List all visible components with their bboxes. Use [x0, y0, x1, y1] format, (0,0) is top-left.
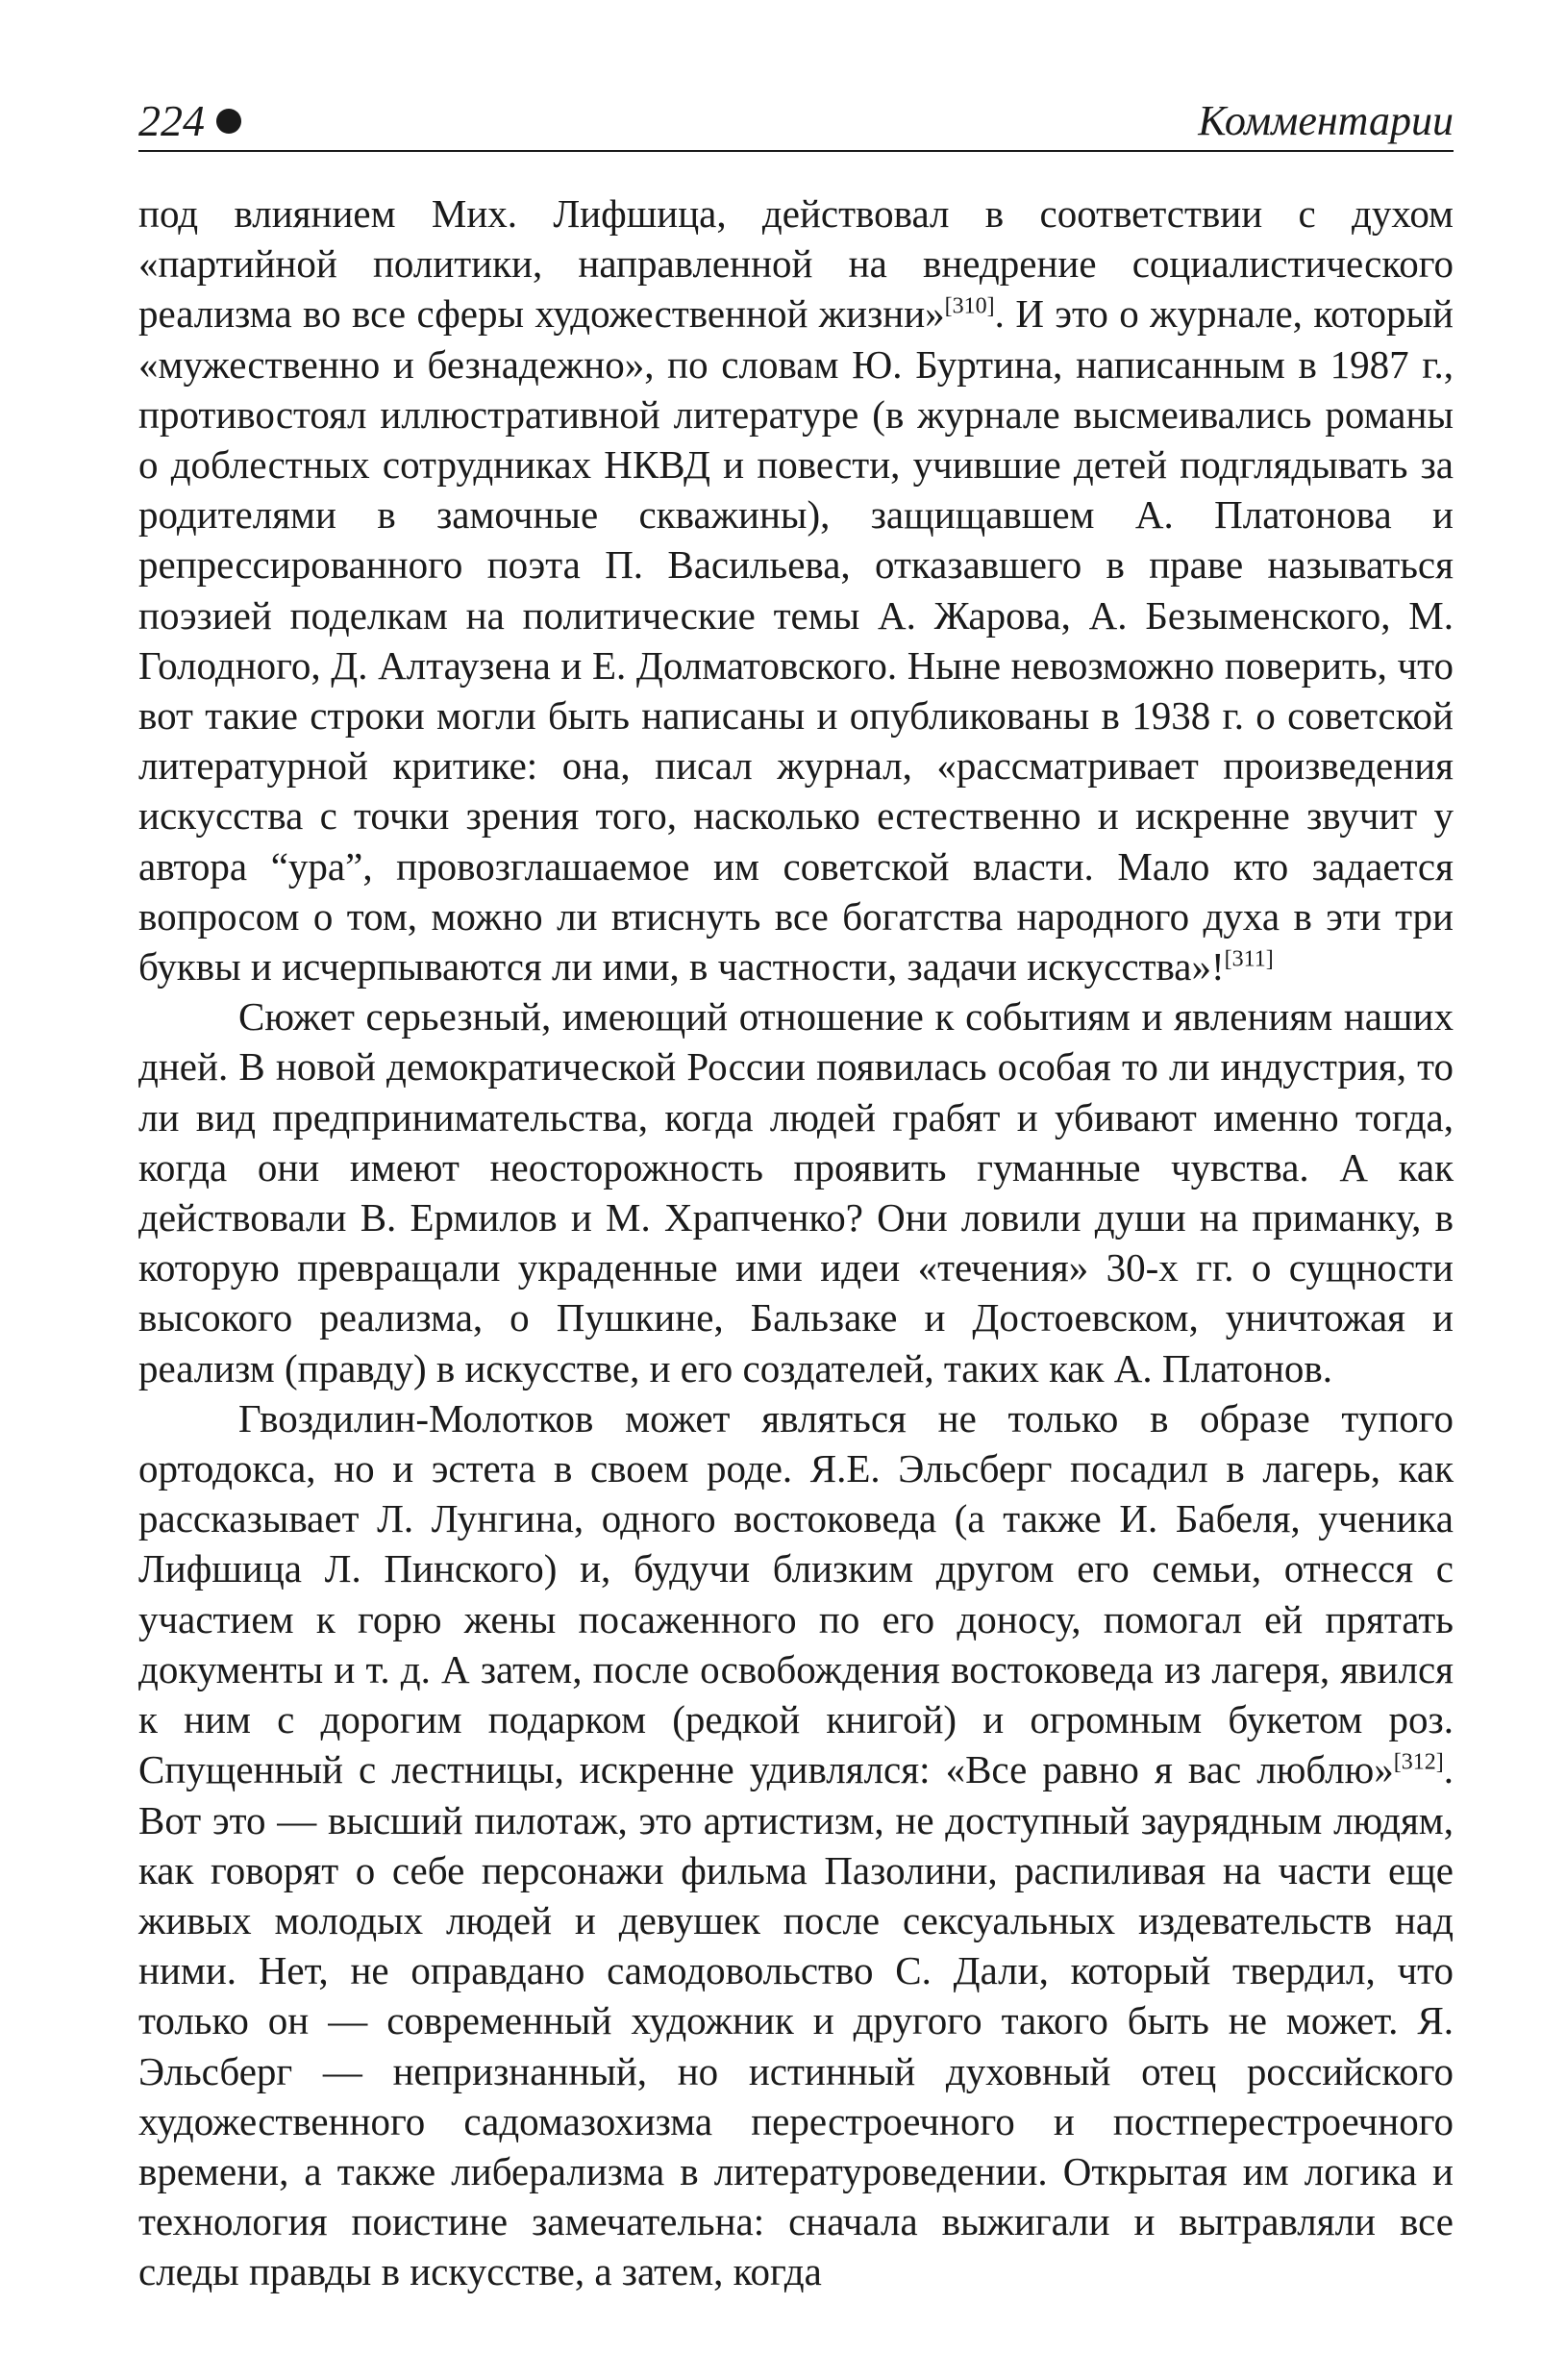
- page-number-text: 224: [138, 96, 205, 145]
- text-segment: . Вот это — высший пилотаж, это артистизм, не доступный заурядным людям, как говорят о себе персонажи фильма Пазолини, распиливая на части еще живых молодых людей и девушек после сексуальных издевательств над ними. Нет, не оправдано самодовольство С. Дали, который твердил, что только он — современный художник и другого такого быть не может. Я. Эльсберг — непризнанный, но истинный духовный отец российского художественного садомазохизма перестроечного и постперестроечного времени, а также либерализма в литературоведении. Открытая им логика и технология поистине замечательна: сначала выжигали и вытравляли все следы правды в искусстве, а затем, когда: [138, 1747, 1454, 2294]
- paragraph-1: [138, 188, 1454, 991]
- page-header: [138, 96, 1454, 152]
- text-segment: Гвоздилин-Молотков может являться не только в образе тупого ортодокса, но и эстета в своем роде. Я.Е. Эльсберг посадил в лагерь, как рассказывает Л. Лунгина, одного востоковеда (а также И. Бабеля, ученика Лифшица Л. Пинского) и, будучи близким другом его семьи, отнесся с участием к горю жены посаженного по его доносу, помогал ей прятать документы и т. д. А затем, после освобождения востоковеда из лагеря, явился к ним с дорогим подарком (редкой книгой) и огромным букетом роз. Спущенный с лестницы, искренне удивлялся: «Все равно я вас люблю»: [138, 1395, 1454, 1792]
- body-text: [138, 188, 1454, 2297]
- running-title: Комментарии: [1198, 97, 1454, 144]
- text-segment: . И это о журнале, который «мужественно и безнадежно», по словам Ю. Буртина, написанным в 1987 г., противостоял иллюстративной литературе (в журнале высмеивались романы о доблестных сотрудниках НКВД и повести, учившие детей подглядывать за родителями в замочные скважины), защищавшем А. Платонова и репрессированного поэта П. Васильева, отказавшего в праве называться поэзией поделкам на политические темы А. Жарова, А. Безыменского, М. Голодного, Д. Алтаузена и Е. Долматовского. Ныне невозможно поверить, что вот такие строки могли быть написаны и опубликованы в 1938 г. о советской литературной критике: она, писал журнал, «рассматривает произведения искусства с точки зрения того, насколько естественно и искренне звучит у автора “ура”, провозглашаемое им советской власти. Мало кто задается вопросом о том, можно ли втиснуть все богатства народного духа в эти три буквы и исчерпываются ли ими, в частности, задачи искусства»!: [138, 291, 1454, 990]
- paragraph-2: [138, 991, 1454, 1393]
- bullet-icon: [216, 109, 241, 134]
- text-segment: Сюжет серьезный, имеющий отношение к событиям и явлениям наших дней. В новой демократической России появилась особая то ли индустрия, то ли вид предпринимательства, когда людей грабят и убивают именно тогда, когда они имеют неосторожность проявить гуманные чувства. А как действовали В. Ермилов и М. Храпченко? Они ловили души на приманку, в которую превращали украденные ими идеи «течения» 30-х гг. о сущности высокого реализма, о Пушкине, Бальзаке и Достоевском, уничтожая и реализм (правду) в искусстве, и его создателей, таких как А. Платонов.: [138, 994, 1454, 1390]
- paragraph-3: [138, 1393, 1454, 2297]
- page-number: [138, 96, 241, 146]
- text-segment: под влиянием Мих. Лифшица, действовал в соответствии с духом «партийной политики, направленной на внедрение социалистического реализма во все сферы художественной жизни»: [138, 191, 1454, 337]
- footnote-ref-312: [312]: [1393, 1749, 1444, 1775]
- footnote-ref-311: [311]: [1224, 946, 1274, 972]
- footnote-ref-310: [310]: [944, 293, 995, 319]
